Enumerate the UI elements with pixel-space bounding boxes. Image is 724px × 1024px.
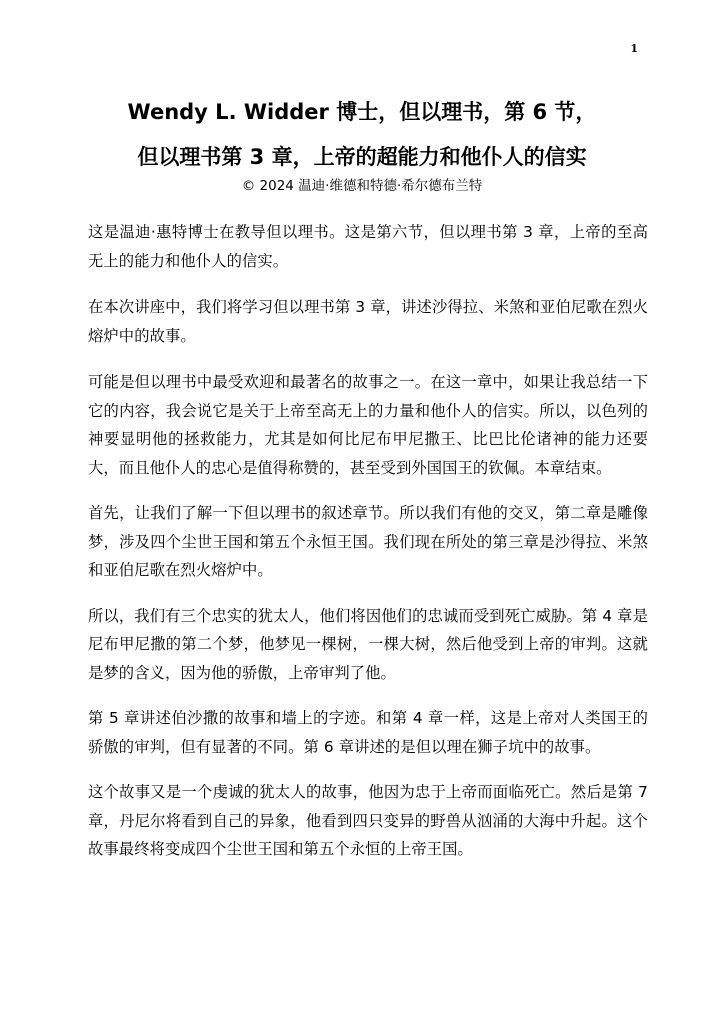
copyright-notice: © 2024 温迪·维德和特德·希尔德布兰特	[241, 178, 483, 194]
paragraph-2: 在本次讲座中，我们将学习但以理书第 3 章，讲述沙得拉、米煞和亚伯尼歌在烈火熔炉中的故事。	[88, 298, 648, 345]
title-line-1: Wendy L. Widder 博士，但以理书，第 6 节，	[127, 100, 597, 124]
paragraph-4: 首先，让我们了解一下但以理书的叙述章节。所以我们有他的交叉，第二章是雕像梦，涉及四个尘世王国和第五个永恒王国。我们现在所处的第三章是沙得拉、米煞和亚伯尼歌在烈火熔炉中。	[88, 504, 648, 579]
paragraph-7: 这个故事又是一个虔诚的犹太人的故事，他因为忠于上帝而面临死亡。然后是第 7 章，丹尼尔将看到自己的异象，他看到四只变异的野兽从汹涌的大海中升起。这个故事最终将变成四个尘世王国和第五个永恒的上帝王国。	[88, 783, 648, 858]
paragraph-6: 第 5 章讲述伯沙撒的故事和墙上的字迹。和第 4 章一样，这是上帝对人类国王的骄傲的审判，但有显著的不同。第 6 章讲述的是但以理在狮子坑中的故事。	[88, 709, 648, 756]
title-line-2: 但以理书第 3 章，上帝的超能力和他仆人的信实	[137, 145, 587, 169]
paragraph-5: 所以，我们有三个忠实的犹太人，他们将因他们的忠诚而受到死亡威胁。第 4 章是尼布甲尼撒的第二个梦，他梦见一棵树，一棵大树，然后他受到上帝的审判。这就是梦的含义，因为他的骄傲，上帝审判了他。	[88, 606, 648, 682]
page-number: 1	[630, 42, 638, 55]
paragraph-1: 这是温迪·惠特博士在教导但以理书。这是第六节，但以理书第 3 章，上帝的至高无上的能力和他仆人的信实。	[88, 223, 648, 270]
paragraph-3: 可能是但以理书中最受欢迎和最著名的故事之一。在这一章中，如果让我总结一下它的内容，我会说它是关于上帝至高无上的力量和他仆人的信实。所以，以色列的神要显明他的拯救能力，尤其是如何比尼布甲尼撒王、比巴比伦诸神的能力还要大，而且他仆人的忠心是值得称赞的，甚至受到外国国王的钦佩。本章结束。	[88, 373, 648, 477]
document-title	[60, 90, 664, 180]
document-body	[88, 218, 648, 881]
